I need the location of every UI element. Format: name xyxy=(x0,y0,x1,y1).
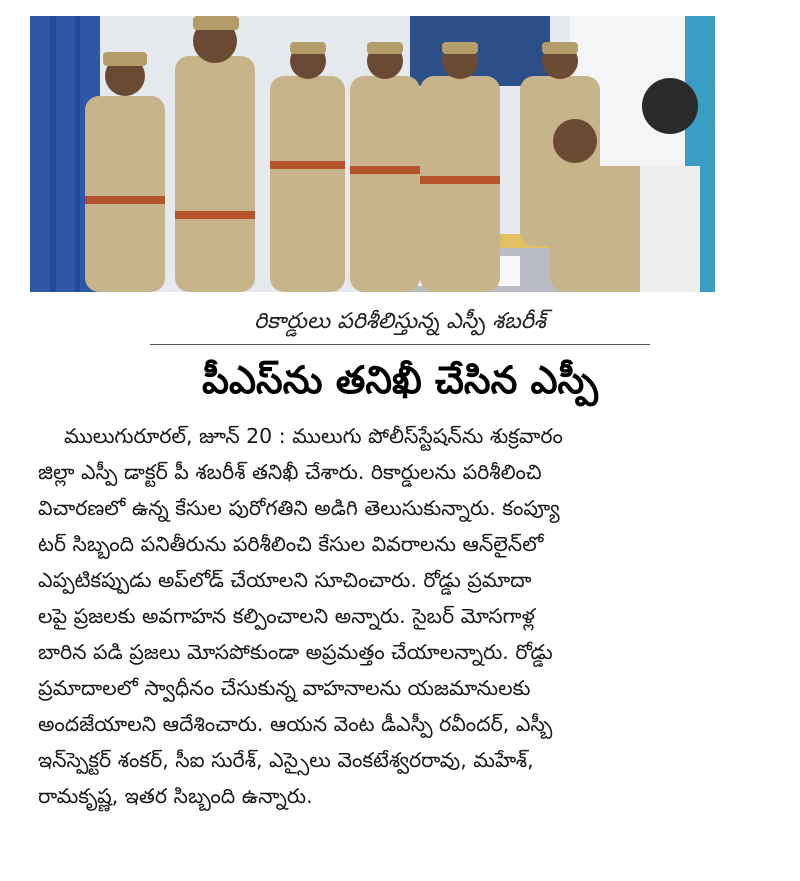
body-line: టర్ సిబ్బంది పనితీరును పరిశీలించి కేసుల వివరాలను ఆన్‌లైన్‌లో xyxy=(38,532,544,556)
photo-caption: రికార్డులు పరిశీలిస్తున్న ఎస్పీ శబరీశ్ xyxy=(254,309,546,334)
body-line: లపై ప్రజలకు అవగాహన కల్పించాలని అన్నారు. సైబర్ మోసగాళ్ల xyxy=(38,604,535,628)
caption-divider xyxy=(150,344,650,345)
body-line: విచారణలో ఉన్న కేసుల పురోగతిని అడిగి తెలుసుకున్నారు. కంప్యూ xyxy=(38,496,560,520)
body-line: ఇన్‌స్పెక్టర్ శంకర్, సీఐ సురేశ్, ఎస్సైలు వెంకటేశ్వరరావు, మహేశ్, xyxy=(38,748,534,772)
article-headline: పీఎస్‌ను తనిఖీ చేసిన ఎస్పీ xyxy=(202,358,598,402)
article-body xyxy=(38,418,728,814)
body-line: ఎప్పటికప్పుడు అప్‌లోడ్ చేయాలని సూచించారు. రోడ్డు ప్రమాదా xyxy=(38,568,532,592)
body-line: అందజేయాలని ఆదేశించారు. ఆయన వెంట డీఎస్పీ రవీందర్, ఎస్బీ xyxy=(38,712,553,736)
body-line: ప్రమాదాలలో స్వాధీనం చేసుకున్న వాహనాలను యజమానులకు xyxy=(38,676,531,700)
body-line: జిల్లా ఎస్పీ డాక్టర్ పీ శబరీశ్ తనిఖీ చేశారు. రికార్డులను పరిశీలించి xyxy=(38,460,542,484)
body-line: బారిన పడి ప్రజలు మోసపోకుండా అప్రమత్తం చేయాలన్నారు. రోడ్డు xyxy=(38,640,553,664)
body-line: ములుగురూరల్, జూన్ 20 : ములుగు పోలీస్‌స్టేషన్‌ను శుక్రవారం xyxy=(64,424,563,448)
body-line: రామకృష్ణ, ఇతర సిబ్బంది ఉన్నారు. xyxy=(38,784,313,808)
news-photo xyxy=(30,16,715,292)
